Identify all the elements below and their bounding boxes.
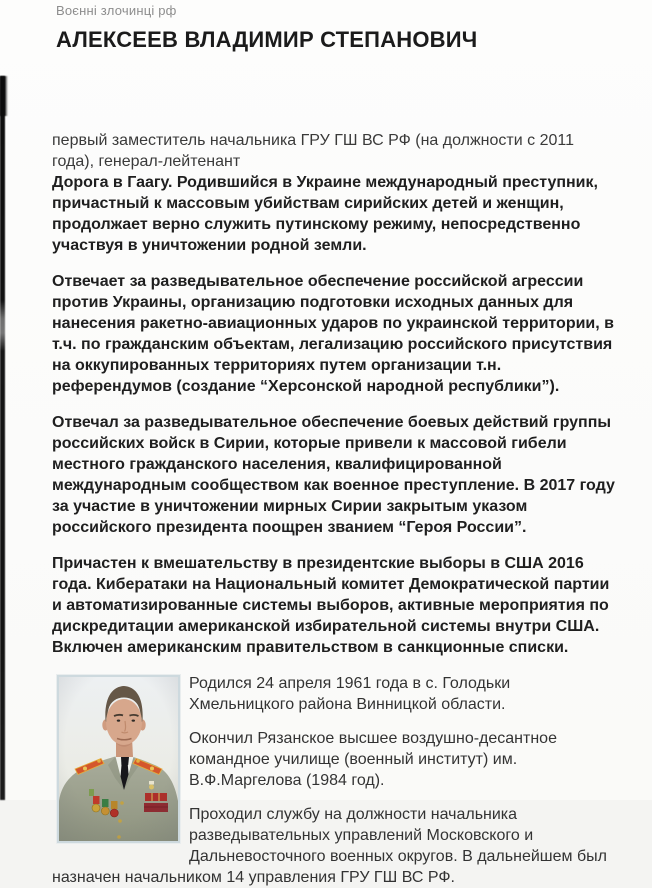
paragraph: Причастен к вмешательству в президентские выборы в США 2016 года. Кибератаки на Национальный комитет Демократической партии и автоматизированные системы выборов, активные мероприятия по дискредитации американской избирательной системы внутри США. Включен американским правительством в санкционные списки. [52,555,610,656]
page-title: АЛЕКСЕЕВ ВЛАДИМИР СТЕПАНОВИЧ [56,27,478,52]
paragraph: Отвечает за разведывательное обеспечение российской агрессии против Украины, организацию подготовки исходных данных для нанесения ракетно-авиационных ударов по украинской территории, в т.ч. по гражданским объектам, легализацию российского присутствия на оккупированных территориях путем организации т.н. референдумов (создание “Херсонской народной республики”). [52,273,614,395]
position-line: первый заместитель начальника ГРУ ГШ ВС РФ (на должности с 2011 года), генерал-лейтенант [52,132,574,170]
article-body [0,52,652,888]
article-header [0,0,652,52]
portrait-photo-image [59,677,178,841]
breadcrumb: Воєнні злочинці рф [56,3,177,18]
paragraph: Отвечал за разведывательное обеспечение боевых действий группы российских войск в Сирии, которые привели к массовой гибели местного гражданского населения, квалифицированной международным сообществом как военное преступление. В 2017 году за участие в уничтожении мирных Сирии закрытым указом российского президента поощрен званием “Героя России”. [52,414,615,536]
bio-paragraph: Родился 24 апреля 1961 года в с. Голодьки Хмельницкого района Винницкой области. [189,675,511,713]
scan-edge-shadow-top [0,76,8,116]
bio-section [52,673,616,888]
portrait-photo [57,675,180,843]
lead-paragraph: Дорога в Гаагу. Родившийся в Украине международный преступник, причастный к массовым убийствам сирийских детей и женщин, продолжает верно служить путинскому режиму, непосредственно участвуя в уничтожении родной земли. [52,174,598,254]
bio-paragraph: Проходил службу на должности начальника разведывательных управлений Московского и Дальневосточного военных округов. В дальнейшем был назначен начальником 14 управления ГРУ ГШ ВС РФ. [52,806,607,886]
scan-edge-shadow [0,76,5,800]
bio-paragraph: Окончил Рязанское высшее воздушно-десантное командное училище (военный институт) им. В.Ф.Маргелова (1984 год). [189,730,557,789]
